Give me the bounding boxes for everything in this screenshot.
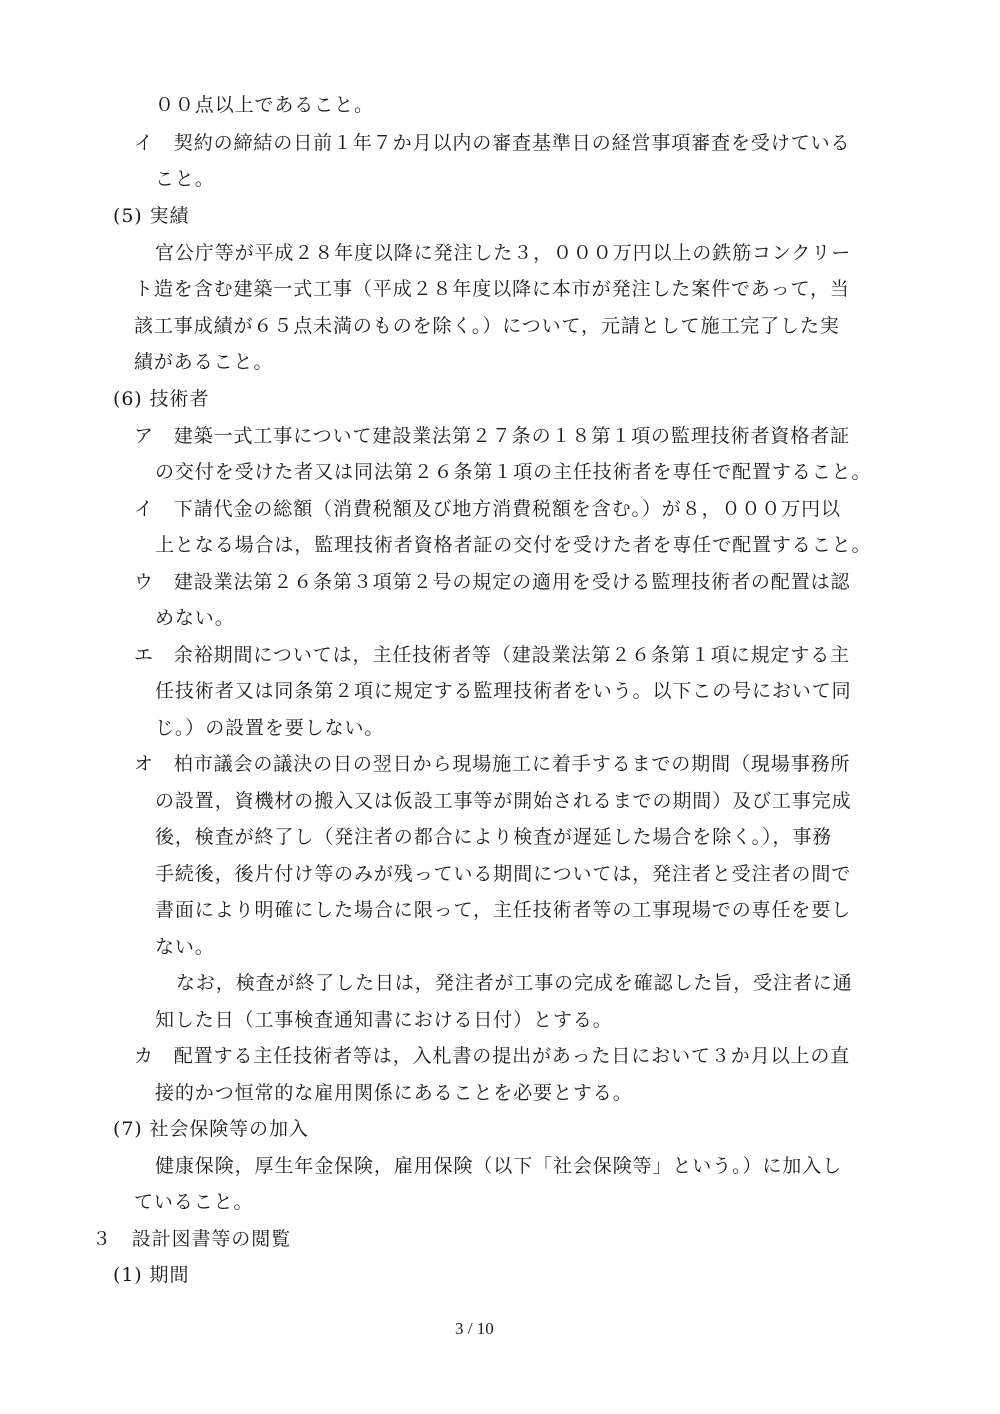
text-line: 接的かつ恒常的な雇用関係にあることを必要とする。 <box>155 1082 633 1104</box>
section-heading: (5) 実績 <box>113 205 190 227</box>
text-line: エ 余裕期間については，主任技術者等（建設業法第２６条第１項に規定する主 <box>134 644 851 666</box>
text-line: 任技術者又は同条第２項に規定する監理技術者をいう。以下この号において同 <box>155 680 852 702</box>
page-number: 3 / 10 <box>455 1319 494 1338</box>
text-line: こと。 <box>155 168 215 190</box>
text-line: 官公庁等が平成２８年度以降に発注した３，０００万円以上の鉄筋コンクリー <box>155 242 852 264</box>
text-line: の交付を受けた者又は同法第２６条第１項の主任技術者を専任で配置すること。 <box>155 461 872 483</box>
text-line: カ 配置する主任技術者等は，入札書の提出があった日において３か月以上の直 <box>134 1045 851 1067</box>
text-line: イ 契約の締結の日前１年７か月以内の審査基準日の経営事項審査を受けている <box>134 132 851 154</box>
chapter-heading: ３ 設計図書等の閲覧 <box>92 1228 292 1250</box>
section-heading: (1) 期間 <box>113 1264 190 1286</box>
text-line: ない。 <box>155 936 215 958</box>
text-line: 該工事成績が６５点未満のものを除く。）について，元請として施工完了した実 <box>134 315 840 337</box>
section-heading: (6) 技術者 <box>113 388 210 410</box>
text-line: 績があること。 <box>134 351 274 373</box>
text-line: 書面により明確にした場合に限って，主任技術者等の工事現場での専任を要し <box>155 899 852 921</box>
section-heading: (7) 社会保険等の加入 <box>113 1118 309 1140</box>
text-line: 知した日（工事検査通知書における日付）とする。 <box>155 1009 613 1031</box>
text-line: ト造を含む建築一式工事（平成２８年度以降に本市が発注した案件であって，当 <box>134 278 850 300</box>
text-line: なお，検査が終了した日は，発注者が工事の完成を確認した旨，受注者に通 <box>176 972 853 994</box>
text-line: イ 下請代金の総額（消費税額及び地方消費税額を含む。）が８，０００万円以 <box>134 498 841 520</box>
text-line: ア 建築一式工事について建設業法第２７条の１８第１項の監理技術者資格者証 <box>134 425 851 447</box>
text-line: 健康保険，厚生年金保険，雇用保険（以下「社会保険等」という。）に加入し <box>155 1155 843 1177</box>
text-line: の設置，資機材の搬入又は仮設工事等が開始されるまでの期間）及び工事完成 <box>155 790 852 812</box>
text-line: 後，検査が終了し（発注者の都合により検査が遅延した場合を除く。），事務 <box>155 826 833 848</box>
text-line: オ 柏市議会の議決の日の翌日から現場施工に着手するまでの期間（現場事務所 <box>134 753 851 775</box>
text-line: 手続後，後片付け等のみが残っている期間については，発注者と受注者の間で <box>155 863 852 885</box>
text-line: ウ 建設業法第２６条第３項第２号の規定の適用を受ける監理技術者の配置は認 <box>134 571 851 593</box>
text-line: 上となる場合は，監理技術者資格者証の交付を受けた者を専任で配置すること。 <box>155 534 872 556</box>
text-line: ００点以上であること。 <box>155 94 374 116</box>
text-line: めない。 <box>155 607 235 629</box>
text-line: ていること。 <box>134 1191 254 1213</box>
text-line: じ。）の設置を要しない。 <box>155 717 385 739</box>
